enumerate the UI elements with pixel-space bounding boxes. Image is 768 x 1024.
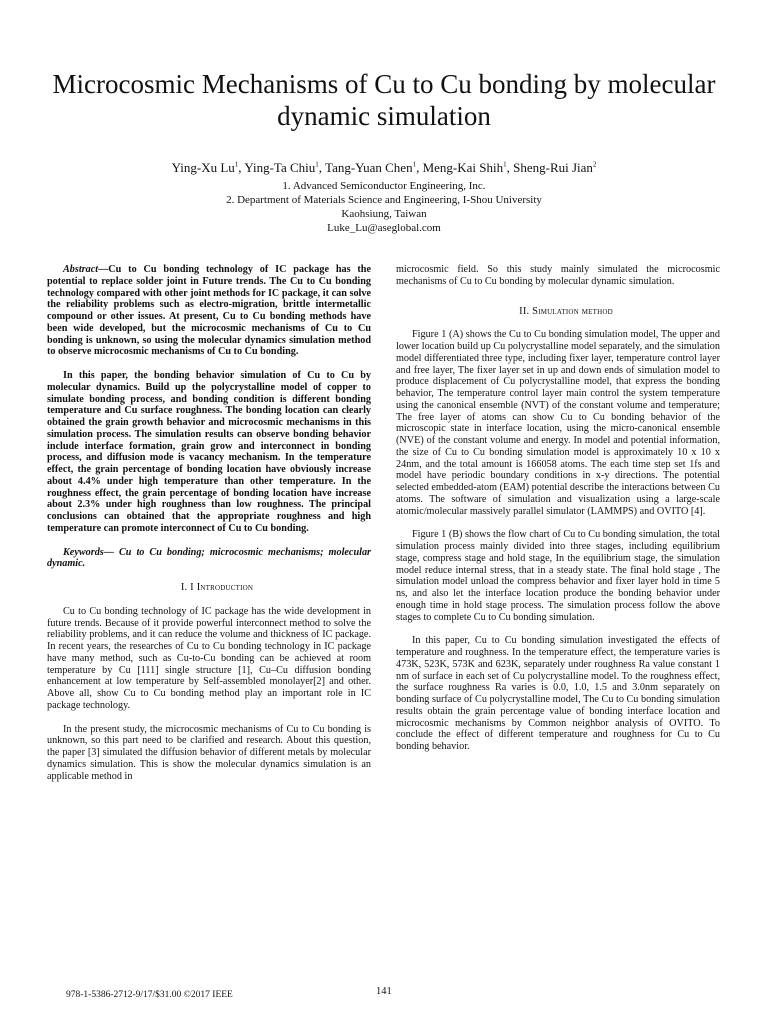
paper-title: Microcosmic Mechanisms of Cu to Cu bonding by molecular dynamic simulation	[52, 69, 716, 131]
affiliation-line: 2. Department of Materials Science and Engineering, I-Shou University	[226, 194, 542, 206]
intro-paragraph-2-continued: microcosmic field. So this study mainly simulated the microcosmic mechanisms of Cu to Cu bonding by molecular dynamic simulation.	[396, 264, 720, 287]
keywords	[47, 547, 371, 571]
author-list: Ying-Xu Lu$^1$, Ying-Ta Chiu$^1$, Tang-Yuan Chen$^1$, Meng-Kai Shih$^1$, Sheng-Rui Jian$^2$	[171, 160, 597, 175]
affiliation-line: Kaohsiung, Taiwan	[341, 208, 427, 220]
author-email: Luke_Lu@aseglobal.com	[327, 222, 441, 234]
author-affiliation-mark: 1	[315, 160, 319, 169]
author-name: Tang-Yuan Chen	[325, 160, 413, 175]
method-paragraph-3: In this paper, Cu to Cu bonding simulation investigated the effects of temperature and roughness. In the temperature effect, the temperature varies is 473K, 523K, 573K and 623K, separately under roughness Ra value constant 1 nm of surface in each set of Cu polycrystalline model. To the roughness effect, the surface roughness Ra varies is 0.0, 1.0, 1.5 and 3.0nm separately on bonding surface of Cu polycrystalline model, The Cu to Cu bonding simulation results obtain the grain percentage value of bonding interface location and microcosmic mechanisms by Common neighbor analysis of OVITO. To conclude the effect of different temperature and roughness for Cu to Cu bonding behavior.	[396, 635, 720, 752]
section-heading-introduction: I. I Introduction	[180, 582, 254, 593]
abstract-dash: —	[98, 264, 109, 275]
affiliation-line: 1. Advanced Semiconductor Engineering, Inc.	[282, 180, 486, 192]
author-name: Meng-Kai Shih	[422, 160, 504, 175]
abstract-label: Abstract	[63, 264, 99, 275]
page-number: 141	[376, 986, 392, 997]
abstract-text: Cu to Cu bonding technology of IC package has the potential to replace solder joint in Future trends. The Cu to Cu bonding technology compared with other joint methods for IC package, it can solve the reliability problems such as electro-migration, brittle intermetallic compound or other issues. At present, Cu to Cu bonding methods have been wide developed, but the microcosmic mechanisms of Cu to Cu bonding is unknown, so using the molecular dynamics simulation method to observe microcosmic mechanisms of Cu to Cu bonding.	[47, 264, 371, 358]
author-name: Ying-Xu Lu	[171, 160, 235, 175]
author-affiliation-mark: 1	[234, 160, 239, 169]
intro-paragraph: Cu to Cu bonding technology of IC package has the wide development in future trends. Because of it provide powerful interconnect method to solve the reliability problems, and it can reduce the volume and thickness of IC package. In recent years, the researches of Cu to Cu bonding technology in IC package have many method, such as Cu-to-Cu bonding can be achieved at room temperature by Cu [111] single structure [1], Cu–Cu diffusion bonding enhancement at low temperature by Self-assembled monolayer[2] and other. Above all, show Cu to Cu bonding method play an important role in IC package technology.	[47, 605, 371, 711]
author-name: Sheng-Rui Jian	[513, 160, 593, 175]
author-affiliation-mark: 1	[412, 160, 417, 169]
keywords-label: Keywords—	[63, 546, 114, 558]
author-affiliation-mark: 1	[503, 160, 507, 169]
keywords-text: Cu to Cu bonding; microcosmic mechanisms; molecular dynamic.	[47, 546, 371, 570]
author-affiliation-mark: 2	[592, 160, 597, 169]
right-column	[396, 264, 720, 765]
method-paragraph: Figure 1 (A) shows the Cu to Cu bonding simulation model, The upper and lower location build up Cu polycrystalline model separately, and the simulation model differentiated three type, including fixer layer, temperature control layer and free layer, The fixer layer set in up and down ends of simulation model to produce displacement of Cu polycrystalline model, that express the bonding behavior, The temperature control layer main control the system temperature using the canonical ensemble (NVT) of the constant volume and temperature; The free layer of atoms can show Cu to Cu bonding behavior of the microscopic state in interface location, using the micro-canonical ensemble (NVE) of the constant volume and energy. In model and potential information, the size of Cu to Cu bonding simulation model is approximately 10 x 10 x 24nm, and the total amount is 166058 atoms. The each time step set 1fs and model have periodic boundary conditions in x-y directions. The potential selected embedded-atom (EAM) potential describe the interactions between Cu atoms. The software of simulation and visualization using a large-scale atomic/molecular massively parallel simulator (LAMMPS) and OVITO [4].	[396, 329, 720, 517]
abstract-paragraph	[47, 264, 371, 358]
affiliations	[40, 179, 728, 235]
author-name: Ying-Ta Chiu	[244, 160, 316, 175]
method-paragraph-2: Figure 1 (B) shows the flow chart of Cu to Cu bonding simulation, the total simulation process mainly divided into three stages, including equilibrium stage, compress stage and hold stage, In the equilibrium stage, the simulation model reduce internal stress, that in a steady state. The final hold stage , The simulation model unload the compress behavior and fixer layer hold in time 5 ns, and also let the interface location produce the bonding behavior under enough time in hold stage process. The simulation process follow the above stages to complete Cu to Cu bonding simulation.	[396, 529, 720, 623]
intro-paragraph-2: In the present study, the microcosmic mechanisms of Cu to Cu bonding is unknown, so this part need to be clarified and research. About this question, the paper [3] simulated the diffusion behavior of different metals by molecular dynamics simulation. This is show the molecular dynamics simulation is an applicable method in	[47, 723, 371, 782]
left-column	[47, 264, 371, 794]
abstract-paragraph-2: In this paper, the bonding behavior simulation of Cu to Cu by molecular dynamics. Build up the polycrystalline model of copper to simulate bonding process, and bonding condition is different bonding temperature and Cu surface roughness. The bonding location can clearly obtained the grain growth behavior and microcosmic mechanisms in this simulation process. The simulation results can observe bonding behavior include interface formation, grain grow and interconnect in bonding process, and diffusion mode is vacancy mechanism. In the temperature effect, the grain percentage of bonding location have obviously increase about 4.4% under high temperature than other temperature. In the roughness effect, the grain percentage of bonding location have increase about 2.3% under high roughness than low roughness. The principal conclusions can obtained that the appropriate roughness and high temperature can promote interconnect of Cu to Cu bonding.	[47, 370, 371, 534]
section-heading-simulation-method: II. Simulation method	[519, 305, 613, 317]
copyright-line: 978-1-5386-2712-9/17/$31.00 ©2017 IEEE	[66, 990, 233, 1000]
